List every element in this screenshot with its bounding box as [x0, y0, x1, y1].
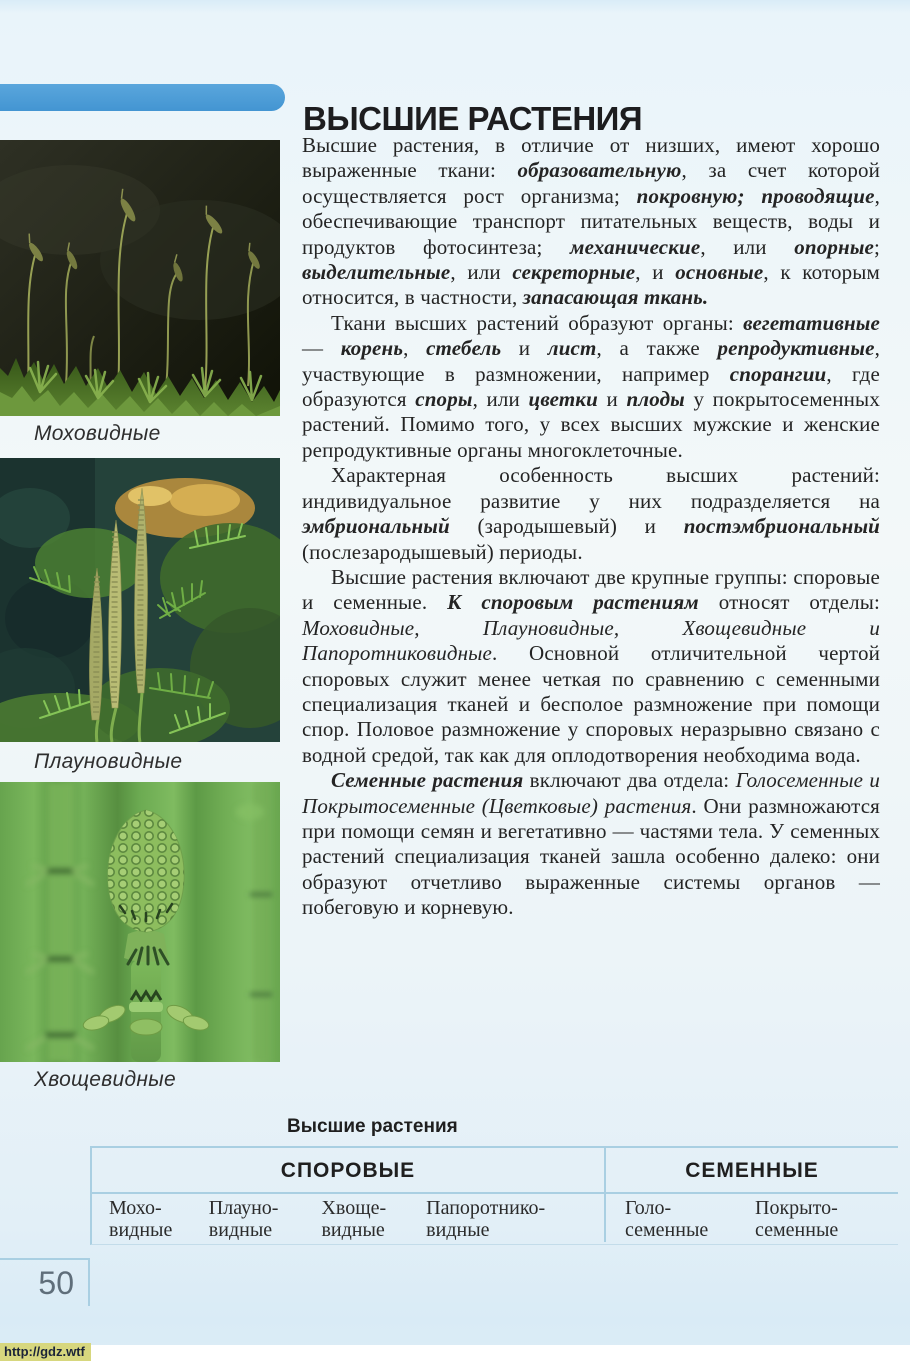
page-number: 50	[0, 1258, 90, 1306]
figure-caption-horsetails: Хвощевидные	[34, 1068, 176, 1091]
paragraph: Характерная особенность высших растений: индивидуальное развитие у них подразделяется на эмбриональный (зародышевый) и постэмбриональный (послезародышевый) периоды.	[302, 463, 880, 564]
bottom-strip	[0, 1345, 910, 1361]
table-cell: Хвоще- видные	[321, 1197, 387, 1241]
paragraph: Ткани высших растений образуют органы: вегетативные — корень, стебель и лист, а также репродуктивные, участвующие в размножении, например спорангии, где образуются споры, или цветки и плоды у покрытосеменных растений. Помимо того, у всех высших мужские и женские репродуктивные органы многоклеточные.	[302, 310, 880, 462]
page-title: ВЫСШИЕ РАСТЕНИЯ	[303, 100, 643, 138]
paragraph: Высшие растения включают две крупные группы: споровые и семенные. К споровым растениям относят отделы: Моховидные, Плауновидные, Хвощевидные и Папоротниковидные. Основной отличительной чертой споровых служит менее четкая по сравнению с семенными специализация тканей и бесполое размножение при помощи спор. Половое размножение у споровых неразрывно связано с водной средой, так как для оплодотворения необходима вода.	[302, 564, 881, 767]
watermark-url: http://gdz.wtf	[0, 1343, 91, 1361]
table-header-seed: СЕМЕННЫЕ	[685, 1159, 819, 1182]
figure-horsetails	[0, 782, 280, 1062]
table-cell: Папоротнико- видные	[426, 1197, 546, 1241]
paragraph: Высшие растения, в отличие от низших, имеют хорошо выраженные ткани: образовательную, за счет которой осуществляется рост организма; покровную; проводящие, обеспечивающие транспорт питательных веществ, воды и продуктов фотосинтеза; механические, или опорные; выделительные, или секреторные, и основные, к которым относится, в частности, запасающая ткань.	[302, 133, 881, 310]
horsetail-photo	[0, 782, 280, 1062]
figure-caption-mosses: Моховидные	[34, 422, 161, 445]
classification-table	[90, 1146, 898, 1245]
clubmoss-photo	[0, 458, 280, 742]
table-body-row	[92, 1194, 898, 1242]
table-cells-seed	[606, 1194, 898, 1242]
moss-photo	[0, 140, 280, 416]
table-cells-spore	[92, 1194, 606, 1242]
table-cell: Плауно- видные	[208, 1197, 279, 1241]
table-header-spore: СПОРОВЫЕ	[92, 1148, 606, 1192]
figure-mosses	[0, 140, 280, 416]
paragraph: Семенные растения включают два отдела: Голосеменные и Покрытосеменные (Цветковые) растения. Они размножаются при помощи семян и вегетативно — частями тела. У семенных растений специализация тканей зашла особенно далеко: они образуют отчетливо выраженные системы органов — побеговую и корневую.	[302, 768, 880, 920]
table-cell: Мохо- видные	[109, 1197, 173, 1241]
table-cell: Голо- семенные	[625, 1197, 709, 1241]
figure-caption-clubmosses: Плауновидные	[34, 750, 183, 773]
table-cell: Покрыто- семенные	[755, 1197, 839, 1241]
header-accent-bar	[0, 84, 285, 111]
table-title: Высшие растения	[287, 1116, 458, 1137]
table-header-row	[92, 1148, 898, 1194]
article-body	[302, 133, 880, 921]
figure-clubmosses	[0, 458, 280, 742]
